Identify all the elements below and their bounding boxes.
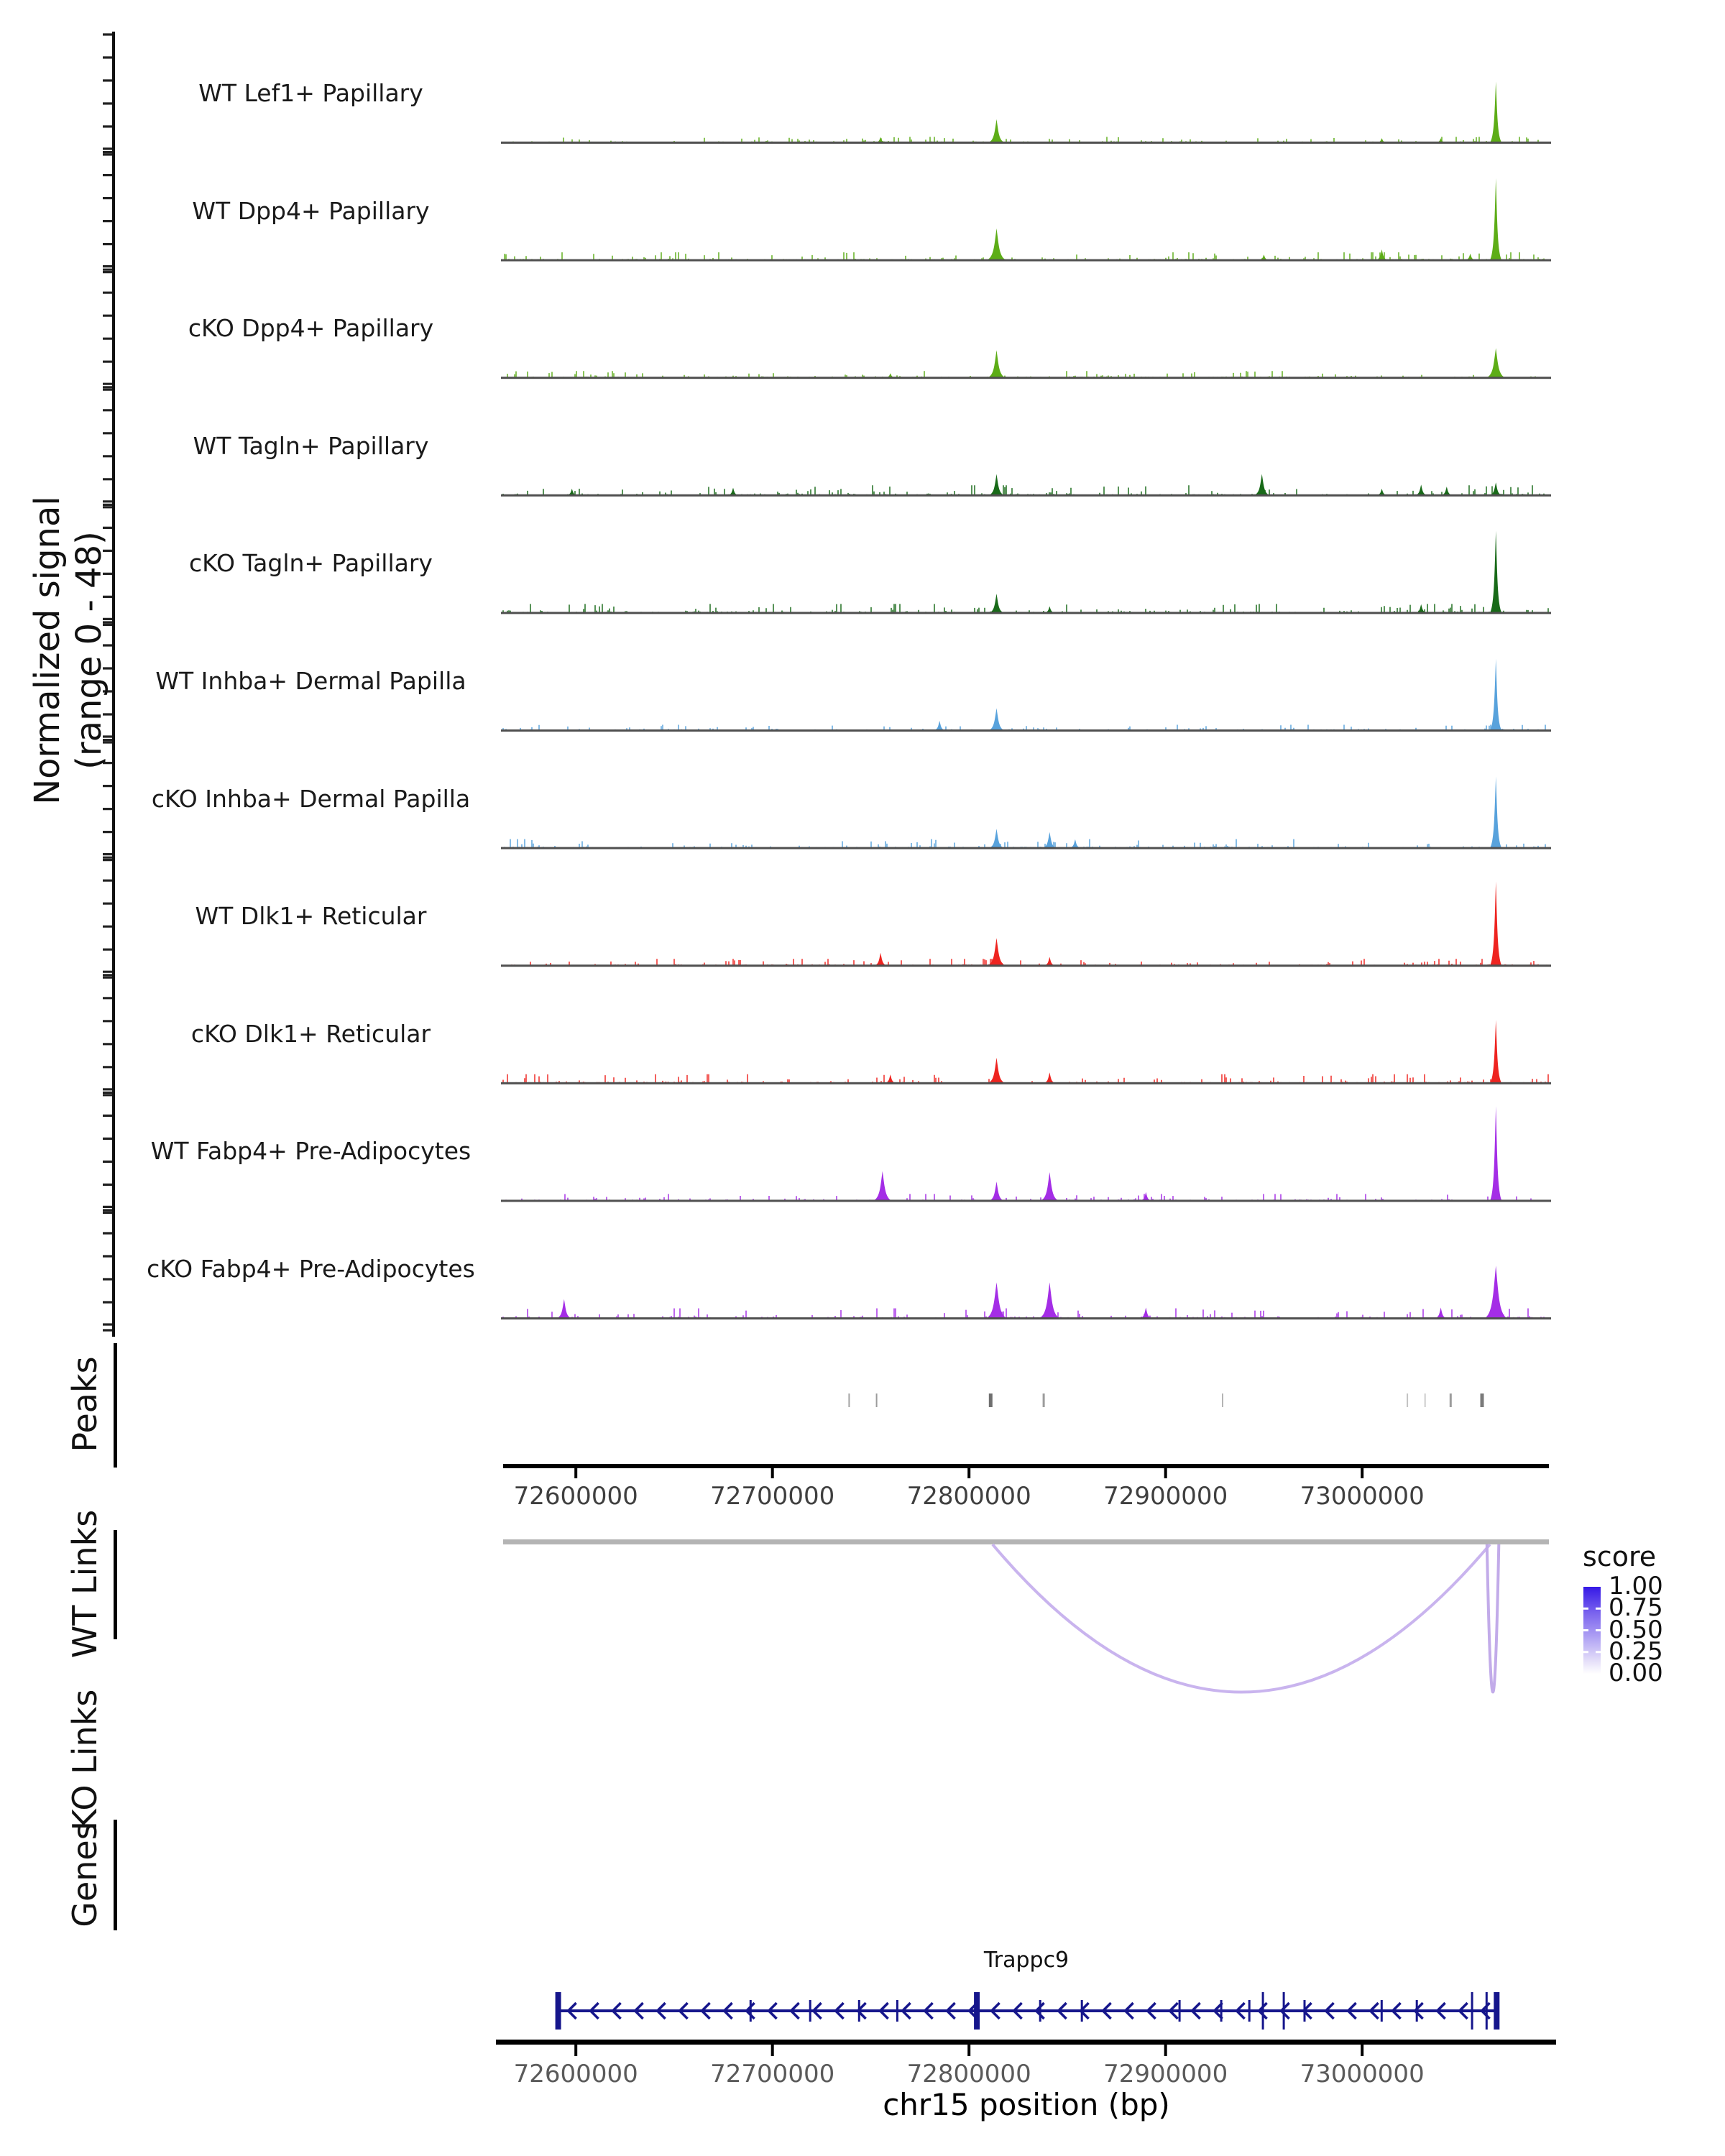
track-baseline xyxy=(501,259,1551,262)
link-arc xyxy=(993,1544,1490,1692)
section-label-wt-links: WT Links xyxy=(65,1509,104,1659)
signal-track xyxy=(501,531,1551,614)
track-noise xyxy=(503,839,1545,848)
gene-exon xyxy=(1494,1992,1499,2030)
legend-value: 0.00 xyxy=(1609,1659,1663,1687)
x-axis-tick xyxy=(1361,2045,1363,2056)
gene-exon xyxy=(974,1992,980,2030)
track-noise xyxy=(503,485,1547,495)
signal-track xyxy=(501,776,1551,849)
legend-value: 0.50 xyxy=(1609,1615,1663,1644)
track-noise xyxy=(503,1074,1548,1083)
y-axis-label-line1: Normalized signal xyxy=(27,496,68,805)
track-label: WT Lef1+ Papillary xyxy=(198,79,423,107)
legend-colorbar-tick xyxy=(1596,1629,1601,1631)
score-legend xyxy=(1583,1587,1601,1674)
peak-call-mark xyxy=(1043,1393,1045,1407)
signal-tracks xyxy=(501,81,1551,1319)
y-axis-label xyxy=(27,327,110,974)
track-noise xyxy=(507,371,1545,377)
track-baseline xyxy=(501,1317,1551,1319)
track-peaks xyxy=(990,776,1501,847)
track-peaks xyxy=(886,1020,1502,1083)
gene-name-label: Trappc9 xyxy=(983,1948,1070,1973)
gene-exon xyxy=(858,2000,860,2022)
link-arc xyxy=(1487,1544,1499,1692)
section-label-genes: Genes xyxy=(65,1823,104,1927)
legend-colorbar-tick xyxy=(1596,1608,1601,1610)
section-label-ko-links: KO Links xyxy=(65,1689,104,1831)
x-axis-upper xyxy=(503,1464,1549,1478)
peak-call-mark xyxy=(1450,1393,1452,1407)
x-axis-tick xyxy=(967,1468,970,1478)
track-peaks xyxy=(874,1106,1502,1200)
track-baseline xyxy=(501,142,1551,144)
x-axis-line xyxy=(503,1464,1549,1468)
peak-call-mark xyxy=(876,1393,878,1407)
x-axis-tick xyxy=(771,2045,774,2056)
track-label: WT Tagln+ Papillary xyxy=(193,431,429,460)
track-noise xyxy=(503,1309,1548,1319)
legend-value: 0.25 xyxy=(1609,1636,1663,1666)
x-axis-tick xyxy=(1164,1468,1167,1478)
track-baseline xyxy=(501,964,1551,967)
x-axis-tick xyxy=(1164,2045,1167,2056)
legend-colorbar-tick xyxy=(1596,1651,1601,1653)
x-axis-tick xyxy=(574,2045,577,2056)
x-axis-title: chr15 position (bp) xyxy=(883,2087,1170,2122)
x2-tick-label: 72700000 xyxy=(710,2060,835,2088)
signal-track xyxy=(501,882,1551,967)
genes-bracket xyxy=(114,1820,117,1930)
signal-track xyxy=(501,474,1551,497)
signal-track xyxy=(501,81,1551,144)
signal-track xyxy=(501,348,1551,379)
track-label: cKO Dpp4+ Papillary xyxy=(188,314,434,343)
x-tick-label: 72800000 xyxy=(906,1482,1031,1511)
track-peaks xyxy=(567,474,1501,495)
track-label: cKO Inhba+ Dermal Papilla xyxy=(151,784,471,813)
y-axis-label-line2: (range 0 - 48) xyxy=(69,531,109,770)
track-label: cKO Dlk1+ Reticular xyxy=(190,1019,431,1048)
x-tick-label: 73000000 xyxy=(1300,1482,1425,1511)
track-peaks xyxy=(875,882,1501,966)
wt-links-track xyxy=(503,1539,1549,1692)
track-peaks xyxy=(934,659,1501,730)
track-peaks xyxy=(886,348,1505,377)
x-axis-tick xyxy=(771,1468,774,1478)
x-tick-label: 72700000 xyxy=(710,1482,835,1511)
signal-track xyxy=(501,178,1551,262)
x-tick-label: 72600000 xyxy=(513,1482,638,1511)
peak-call-mark xyxy=(1425,1393,1426,1407)
x2-tick-label: 72800000 xyxy=(906,2060,1031,2088)
signal-track xyxy=(501,1106,1551,1202)
x-tick-label: 72900000 xyxy=(1103,1482,1228,1511)
track-label: WT Inhba+ Dermal Papilla xyxy=(155,667,466,695)
track-baseline xyxy=(501,494,1551,497)
x2-tick-label: 72600000 xyxy=(513,2060,638,2088)
section-label-peaks: Peaks xyxy=(65,1356,104,1452)
track-noise xyxy=(503,604,1548,612)
x-axis-line xyxy=(496,2040,1556,2045)
track-peaks xyxy=(876,81,1501,142)
gene-exon xyxy=(1381,2000,1383,2022)
peaks-track xyxy=(848,1393,1484,1407)
legend-colorbar-tick xyxy=(1583,1629,1588,1631)
x-axis-lower xyxy=(496,2040,1556,2056)
gene-body-line xyxy=(558,2009,1497,2012)
gene-exon xyxy=(1081,2000,1083,2022)
gene-exon xyxy=(750,2000,752,2022)
gene-exon xyxy=(1304,2000,1306,2022)
track-label: cKO Fabp4+ Pre-Adipocytes xyxy=(147,1255,475,1283)
gene-exon xyxy=(1283,1992,1285,2030)
gene-exon xyxy=(896,2000,898,2022)
x-axis-tick xyxy=(967,2045,970,2056)
track-peaks xyxy=(990,531,1501,613)
signal-track xyxy=(501,1020,1551,1084)
track-baseline xyxy=(501,377,1551,379)
track-noise xyxy=(512,959,1547,965)
track-noise xyxy=(503,725,1545,731)
gene-exon xyxy=(809,2000,811,2022)
legend-colorbar-tick xyxy=(1583,1608,1588,1610)
track-baseline xyxy=(501,847,1551,849)
gene-track xyxy=(556,1992,1500,2030)
gene-exon xyxy=(1486,1992,1488,2030)
track-label: cKO Tagln+ Papillary xyxy=(189,549,433,578)
peak-call-mark xyxy=(1222,1393,1223,1407)
legend-value: 0.75 xyxy=(1609,1593,1663,1623)
links-baseline xyxy=(503,1539,1549,1544)
track-baseline xyxy=(501,729,1551,732)
peak-call-mark xyxy=(848,1393,850,1407)
track-peaks xyxy=(557,1266,1506,1318)
gene-exon xyxy=(1471,1992,1473,2030)
track-noise xyxy=(506,1194,1540,1200)
gene-exon xyxy=(1248,2000,1251,2022)
track-baseline xyxy=(501,1199,1551,1202)
track-baseline xyxy=(501,1082,1551,1084)
peak-call-mark xyxy=(989,1393,993,1407)
x2-tick-label: 73000000 xyxy=(1300,2060,1425,2088)
track-noise xyxy=(505,252,1544,260)
gene-exon xyxy=(1179,2000,1181,2022)
peak-call-mark xyxy=(1481,1393,1484,1407)
track-baseline xyxy=(501,612,1551,614)
gene-exon xyxy=(556,1992,561,2030)
gene-exon xyxy=(1416,2000,1418,2022)
peaks-bracket xyxy=(114,1343,117,1468)
gene-exon xyxy=(1262,1992,1264,2030)
legend-colorbar-tick xyxy=(1583,1651,1588,1653)
track-label: WT Dlk1+ Reticular xyxy=(195,902,427,931)
wt-links-bracket xyxy=(114,1530,117,1639)
gene-exon xyxy=(1220,2000,1223,2022)
x-axis-tick xyxy=(574,1468,577,1478)
peak-call-mark xyxy=(1407,1393,1408,1407)
x2-tick-label: 72900000 xyxy=(1103,2060,1228,2088)
track-label: WT Dpp4+ Papillary xyxy=(192,196,430,225)
x-axis-tick xyxy=(1361,1468,1363,1478)
signal-track xyxy=(501,1266,1551,1319)
signal-track xyxy=(501,659,1551,732)
track-label: WT Fabp4+ Pre-Adipocytes xyxy=(150,1137,472,1166)
track-noise xyxy=(513,137,1538,143)
legend-value: 1.00 xyxy=(1609,1572,1663,1600)
track-peaks xyxy=(988,178,1502,260)
legend-title: score xyxy=(1583,1541,1657,1572)
gene-exon xyxy=(1039,2000,1041,2022)
